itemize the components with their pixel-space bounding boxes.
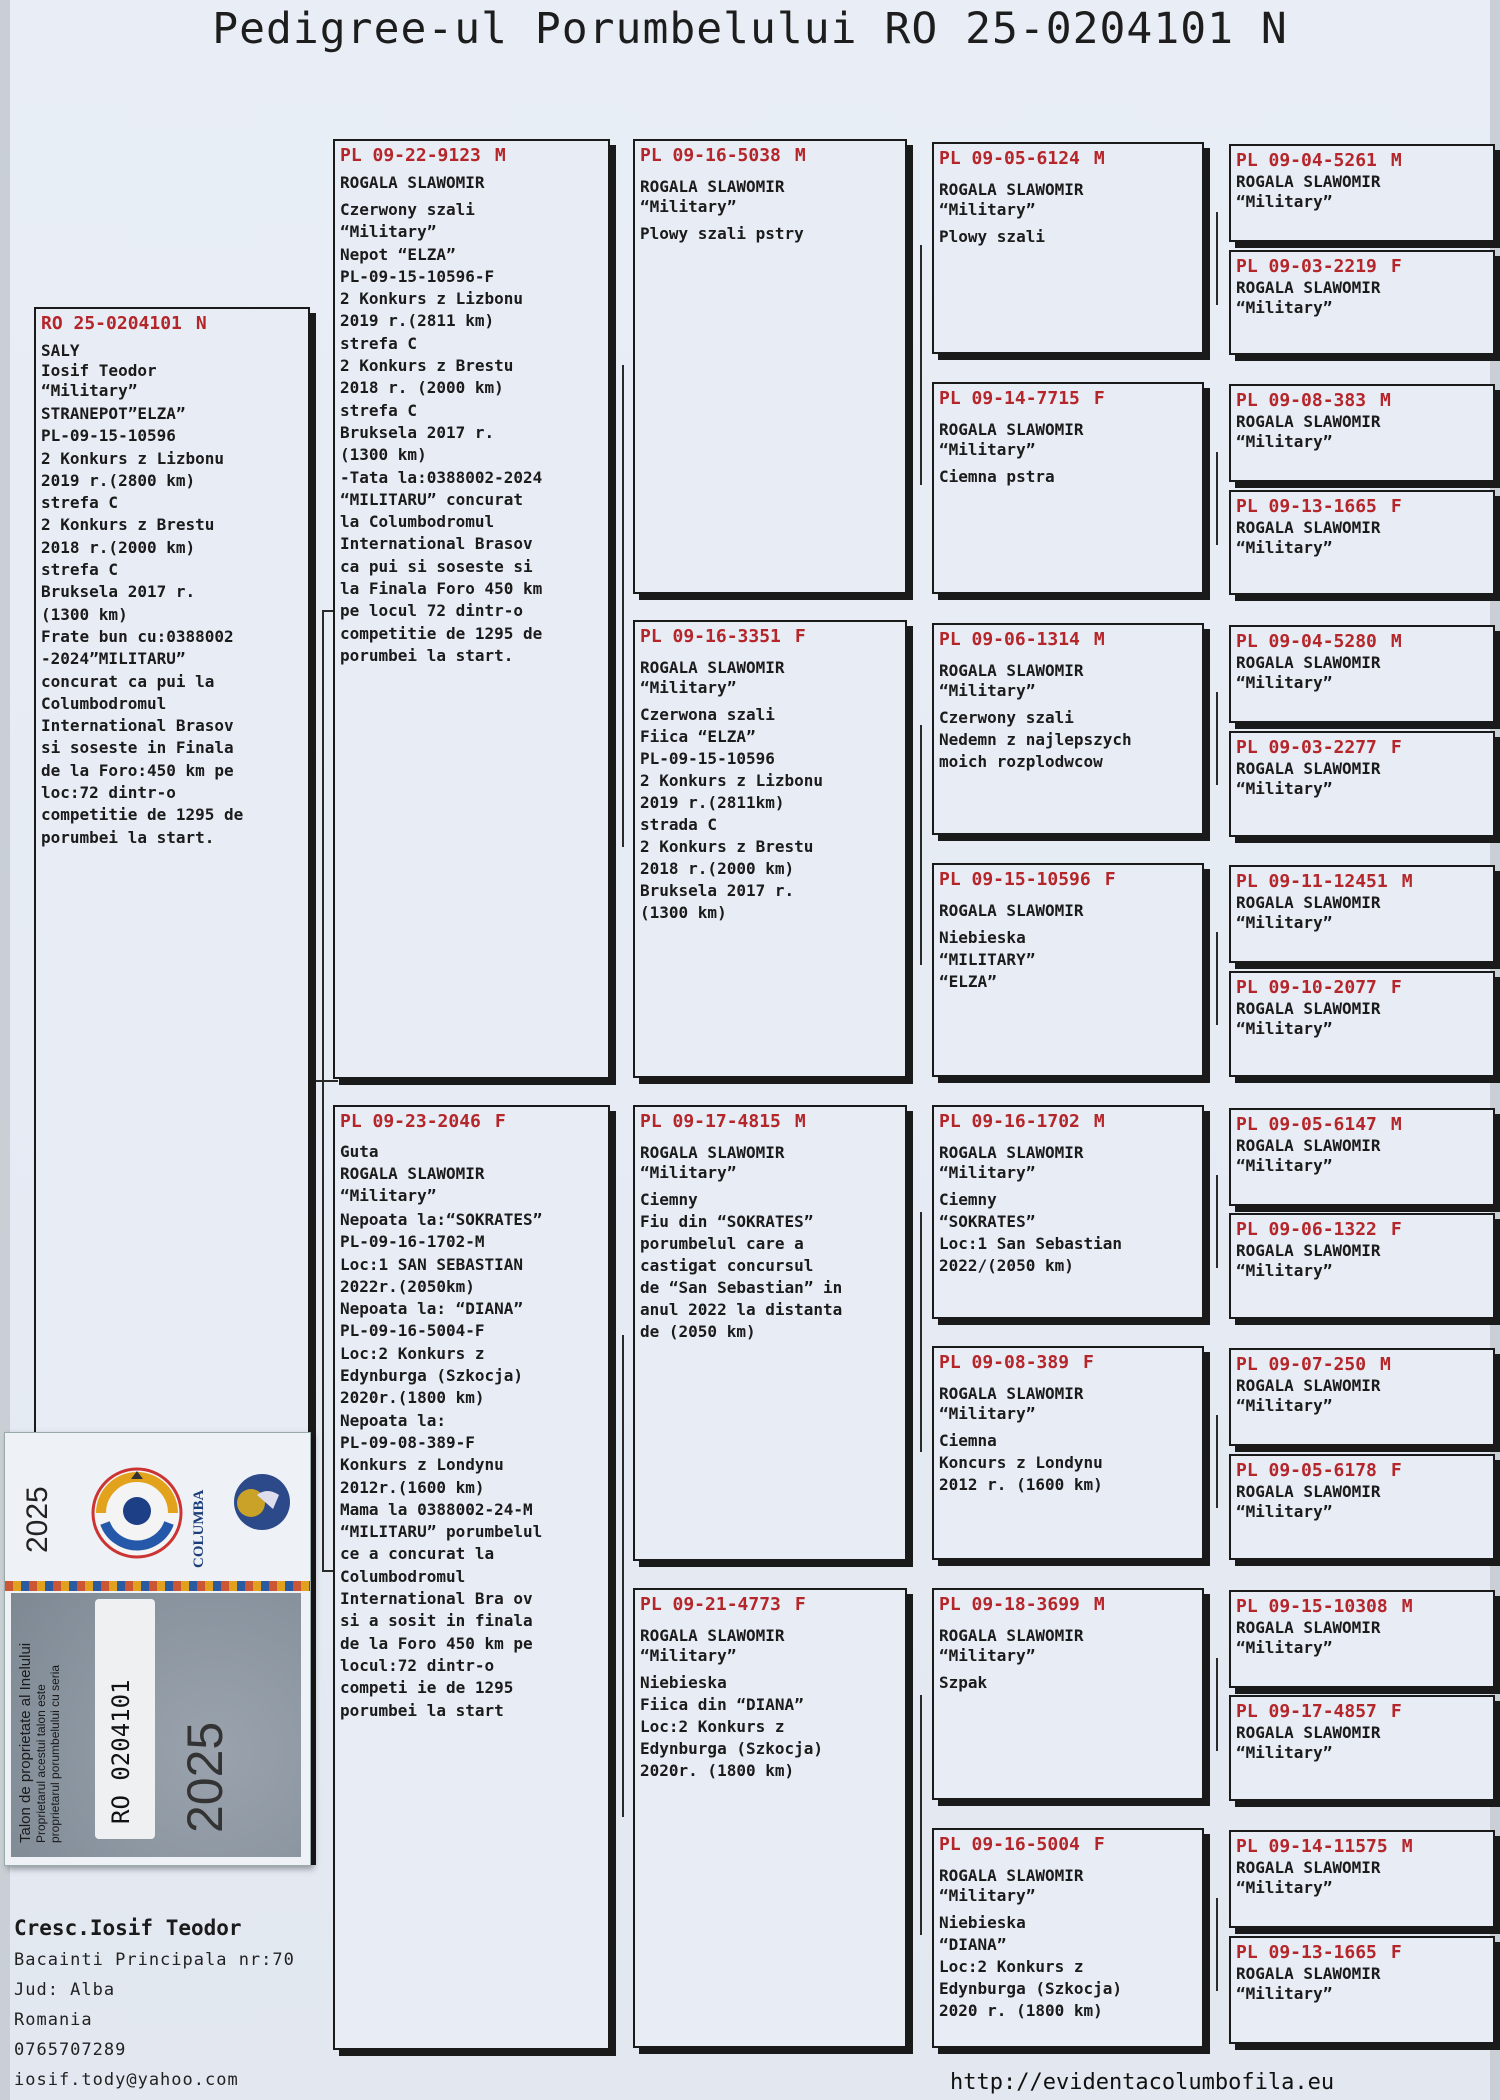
strain-tag: “Military”: [939, 200, 1036, 219]
sex-code: M: [1093, 629, 1105, 650]
ring-number: PL 09-13-1665: [1236, 1942, 1377, 1963]
strain-tag: “Military”: [939, 1163, 1036, 1182]
ring-ownership-ticket: [4, 1432, 311, 1866]
ring-number: PL 09-05-6147: [1236, 1114, 1377, 1135]
strain-tag: “Military”: [1236, 1156, 1333, 1175]
gen4-box: [1229, 865, 1495, 963]
page-title: Pedigree-ul Porumbelului RO 25-0204101 N: [212, 4, 1288, 54]
gen4-box: [1229, 490, 1495, 595]
sex-code: F: [794, 626, 806, 647]
sex-code: M: [1390, 631, 1402, 652]
gen4-box: [1229, 144, 1495, 242]
owner-name: ROGALA SLAWOMIR: [1236, 172, 1381, 191]
great-grandparent-box: [932, 1105, 1204, 1319]
owner-name: Guta ROGALA SLAWOMIR “Military”: [340, 1142, 485, 1205]
federation-logo-icon: [87, 1463, 187, 1563]
owner-name: ROGALA SLAWOMIR: [1236, 278, 1381, 297]
ticket-subtext: Proprietarul acestui talon este proprietarul porumbelului cu seria: [34, 1664, 62, 1843]
strain-tag: “Military”: [1236, 1261, 1333, 1280]
great-grandparent-box: [932, 863, 1204, 1077]
strain-tag: “Military”: [1236, 538, 1333, 557]
grandparent-box: [633, 1588, 907, 2048]
sex-code: M: [1380, 390, 1391, 411]
owner-name: ROGALA SLAWOMIR: [1236, 412, 1381, 431]
owner-name: ROGALA SLAWOMIR: [640, 1143, 785, 1162]
connector: [1216, 452, 1218, 545]
gen4-box: [1229, 1213, 1495, 1319]
grandparent-box: [633, 620, 907, 1078]
pigeon-description: Czerwony szali “Military” Nepot “ELZA” PL-09-15-10596-F 2 Konkurs z Lizbonu 2019 r.(2811 km) strefa C 2 Konkurs z Brestu 2018 r. (2000 km) strefa C Bruksela 2017 r. (1300 km) -Tata la:0388002-2024 “MILITARU” concurat la Columbodromul International Brasov ca pui si soseste si la Finala Foro 450 km pe locul 72 dintr-o competitie de 1295 de porumbei la start.: [340, 200, 543, 665]
breeder-county: Jud: Alba: [14, 1980, 116, 2000]
sex-code: M: [1093, 148, 1105, 169]
owner-name: ROGALA SLAWOMIR: [939, 420, 1084, 439]
great-grandparent-box: [932, 1346, 1204, 1560]
owner-name: ROGALA SLAWOMIR: [939, 661, 1084, 680]
parent-box-sire: [333, 139, 610, 1079]
strain-tag: “Military”: [640, 1163, 737, 1182]
sex-code: F: [1390, 1701, 1402, 1722]
pigeon-description: Nepoata la:“SOKRATES” PL-09-16-1702-M Loc:1 SAN SEBASTIAN 2022r.(2050km) Nepoata la: “DIANA” PL-09-16-5004-F Loc:2 Konkurs z Edynburga (Szkocja) 2020r.(1800 km) Nepoata la: PL-09-08-389-F Konkurs z Londynu 2012r.(1600 km) Mama la 0388002-24-M “MILITARU” porumbelul ce a concurat la Columbodromul International Bra ov si a sosit in finala de la Foro 450 km pe locul:72 dintr-o competi ie de 1295 porumbei la start: [340, 1210, 543, 1720]
connector: [310, 1080, 338, 1082]
sex-code: M: [1390, 150, 1402, 171]
strain-tag: “Military”: [939, 1646, 1036, 1665]
sex-code: N: [195, 313, 207, 334]
ring-number: PL 09-22-9123: [340, 145, 481, 166]
strain-tag: “Military”: [640, 678, 737, 697]
ring-number: PL 09-08-389: [939, 1352, 1070, 1373]
breeder-email: iosif.tody@yahoo.com: [14, 2070, 239, 2090]
sex-code: M: [1401, 1836, 1413, 1857]
strain-tag: “Military”: [939, 681, 1036, 700]
owner-name: ROGALA SLAWOMIR: [939, 1384, 1084, 1403]
owner-name: ROGALA SLAWOMIR: [1236, 653, 1381, 672]
owner-name: ROGALA SLAWOMIR: [640, 177, 785, 196]
ticket-ring-panel: [95, 1599, 155, 1839]
connector: [622, 1335, 624, 1817]
ring-number: PL 09-16-3351: [640, 626, 781, 647]
connector: [1216, 1175, 1218, 1268]
connector: [622, 365, 624, 847]
gen4-box: [1229, 1348, 1495, 1446]
ring-number: PL 09-16-5004: [939, 1834, 1080, 1855]
strain-tag: “Military”: [939, 1404, 1036, 1423]
great-grandparent-box: [932, 142, 1204, 354]
owner-name: ROGALA SLAWOMIR: [1236, 1376, 1381, 1395]
strain-tag: “Military”: [1236, 779, 1333, 798]
pigeon-club-logo-icon: [227, 1467, 297, 1537]
sex-code: M: [1401, 1596, 1413, 1617]
pigeon-description: Niebieska “DIANA” Loc:2 Konkurs z Edynburga (Szkocja) 2020 r. (1800 km): [939, 1913, 1123, 2020]
owner-name: ROGALA SLAWOMIR: [1236, 518, 1381, 537]
owner-name: ROGALA SLAWOMIR: [1236, 1482, 1381, 1501]
gen4-box: [1229, 1830, 1495, 1928]
parent-box-dam: [333, 1105, 610, 2050]
breeder-country: Romania: [14, 2010, 93, 2030]
connector: [920, 245, 922, 485]
grandparent-box: [633, 139, 907, 594]
strain-tag: “Military”: [1236, 1878, 1333, 1897]
strain-tag: “Military”: [640, 197, 737, 216]
ring-number: PL 09-04-5261: [1236, 150, 1377, 171]
sex-code: F: [1104, 869, 1116, 890]
pigeon-description: Ciemna Koncurs z Londynu 2012 r. (1600 km): [939, 1431, 1103, 1494]
connector: [1216, 1415, 1218, 1508]
ring-number: PL 09-18-3699: [939, 1594, 1080, 1615]
ring-number: PL 09-06-1322: [1236, 1219, 1377, 1240]
sex-code: F: [494, 1111, 506, 1132]
ring-number: PL 09-06-1314: [939, 629, 1080, 650]
strain-tag: “Military”: [1236, 1019, 1333, 1038]
breeder-address: Bacainti Principala nr:70: [14, 1950, 295, 1970]
owner-name: ROGALA SLAWOMIR: [1236, 1964, 1381, 1983]
connector: [920, 725, 922, 965]
gen4-box: [1229, 1108, 1495, 1206]
owner-name: ROGALA SLAWOMIR: [939, 1143, 1084, 1162]
ring-number: PL 09-15-10308: [1236, 1596, 1388, 1617]
owner-name: ROGALA SLAWOMIR: [1236, 759, 1381, 778]
owner-name: ROGALA SLAWOMIR: [340, 173, 485, 192]
connector: [1216, 212, 1218, 305]
gen4-box: [1229, 731, 1495, 837]
strain-tag: “Military”: [1236, 192, 1333, 211]
strain-tag: “Military”: [1236, 298, 1333, 317]
ring-number: PL 09-14-7715: [939, 388, 1080, 409]
ticket-year: 2025: [21, 1486, 54, 1553]
owner-name: ROGALA SLAWOMIR: [939, 1866, 1084, 1885]
ticket-stripe: [5, 1581, 310, 1591]
strain-tag: “Military”: [1236, 1984, 1333, 2003]
ring-number: PL 09-05-6178: [1236, 1460, 1377, 1481]
connector: [1216, 1898, 1218, 1991]
sex-code: F: [1390, 1460, 1402, 1481]
great-grandparent-box: [932, 1588, 1204, 1800]
ring-number: PL 09-08-383: [1236, 390, 1367, 411]
owner-name: ROGALA SLAWOMIR: [640, 1626, 785, 1645]
sex-code: M: [1093, 1111, 1105, 1132]
great-grandparent-box: [932, 1828, 1204, 2048]
gen4-box: [1229, 1454, 1495, 1560]
connector: [920, 1212, 922, 1452]
strain-tag: “Military”: [1236, 432, 1333, 451]
sex-code: F: [1083, 1352, 1094, 1373]
ring-number: PL 09-07-250: [1236, 1354, 1367, 1375]
pigeon-description: Ciemny “SOKRATES” Loc:1 San Sebastian 2022/(2050 km): [939, 1190, 1123, 1275]
gen4-box: [1229, 1590, 1495, 1688]
ring-number: RO 25-0204101: [41, 313, 182, 334]
pigeon-description: Czerwony szali Nedemn z najlepszych moich rozplodwcow: [939, 708, 1132, 771]
sex-code: M: [794, 145, 806, 166]
strain-tag: “Military”: [1236, 1396, 1333, 1415]
pigeon-description: Ciemna pstra: [939, 467, 1055, 486]
strain-tag: “Military”: [939, 1886, 1036, 1905]
grandparent-box: [633, 1105, 907, 1561]
ring-number: PL 09-23-2046: [340, 1111, 481, 1132]
breeder-phone: 0765707289: [14, 2040, 127, 2060]
pigeon-description: Szpak: [939, 1673, 988, 1692]
gen4-box: [1229, 1936, 1495, 2044]
sex-code: M: [1401, 871, 1413, 892]
owner-name: ROGALA SLAWOMIR: [1236, 893, 1381, 912]
owner-name: ROGALA SLAWOMIR: [1236, 1858, 1381, 1877]
strain-tag: “Military”: [1236, 673, 1333, 692]
strain-tag: “Military”: [939, 440, 1036, 459]
pigeon-description: STRANEPOT”ELZA” PL-09-15-10596 2 Konkurs z Lizbonu 2019 r.(2800 km) strefa C 2 Konkurs z Brestu 2018 r.(2000 km) strefa C Bruksela 2017 r. (1300 km) Frate bun cu:0388002 -2024”MILITARU” concurat ca pui la Columbodromul International Brasov si soseste in Finala de la Foro:450 km pe loc:72 dintr-o competitie de 1295 de porumbei la start.: [41, 404, 244, 847]
owner-name: ROGALA SLAWOMIR: [1236, 1723, 1381, 1742]
sex-code: M: [494, 145, 506, 166]
strain-tag: “Military”: [1236, 1743, 1333, 1762]
gen4-box: [1229, 971, 1495, 1077]
sex-code: M: [1093, 1594, 1105, 1615]
sex-code: M: [1380, 1354, 1391, 1375]
connector: [322, 610, 324, 1570]
sex-code: F: [1390, 737, 1402, 758]
ring-number: PL 09-16-5038: [640, 145, 781, 166]
pigeon-description: Plowy szali: [939, 227, 1045, 246]
sex-code: F: [1390, 977, 1402, 998]
strain-tag: “Military”: [640, 1646, 737, 1665]
sex-code: F: [1093, 388, 1105, 409]
owner-name: ROGALA SLAWOMIR: [939, 1626, 1084, 1645]
pigeon-description: Niebieska “MILITARY” “ELZA”: [939, 928, 1036, 991]
owner-name: Iosif Teodor: [41, 361, 157, 380]
pigeon-description: Czerwona szali Fiica “ELZA” PL-09-15-10596 2 Konkurs z Lizbonu 2019 r.(2811km) strada C 2 Konkurs z Brestu 2018 r.(2000 km) Bruksela 2017 r. (1300 km): [640, 705, 824, 922]
ring-number: PL 09-03-2219: [1236, 256, 1377, 277]
ring-number: PL 09-14-11575: [1236, 1836, 1388, 1857]
connector: [920, 1695, 922, 1935]
owner-name: ROGALA SLAWOMIR: [1236, 1618, 1381, 1637]
sex-code: F: [1390, 256, 1402, 277]
pigeon-name: SALY: [41, 341, 80, 360]
gen4-box: [1229, 1695, 1495, 1801]
connector: [1216, 1658, 1218, 1751]
gen4-box: [1229, 625, 1495, 723]
pigeon-description: Plowy szali pstry: [640, 224, 804, 243]
great-grandparent-box: [932, 382, 1204, 594]
sex-code: F: [1390, 1219, 1402, 1240]
ticket-heading: Talon de proprietate al Inelului: [17, 1642, 34, 1843]
ticket-big-year: 2025: [177, 1721, 233, 1833]
ring-number: PL 09-16-1702: [939, 1111, 1080, 1132]
strain-tag: “Military”: [41, 381, 138, 400]
sex-code: F: [1093, 1834, 1105, 1855]
connector: [1216, 932, 1218, 1025]
owner-name: ROGALA SLAWOMIR: [939, 901, 1084, 920]
owner-name: ROGALA SLAWOMIR: [1236, 1136, 1381, 1155]
owner-name: ROGALA SLAWOMIR: [640, 658, 785, 677]
ticket-ring-number: RO 0204101: [107, 1679, 135, 1824]
ring-number: PL 09-15-10596: [939, 869, 1091, 890]
ring-number: PL 09-03-2277: [1236, 737, 1377, 758]
strain-tag: “Military”: [1236, 1638, 1333, 1657]
website-link[interactable]: http://evidentacolumbofila.eu: [950, 2070, 1335, 2095]
ring-number: PL 09-17-4857: [1236, 1701, 1377, 1722]
connector: [1216, 692, 1218, 785]
ring-number: PL 09-05-6124: [939, 148, 1080, 169]
brand-label: COLUMBA: [191, 1489, 207, 1568]
sex-code: F: [1390, 496, 1402, 517]
sex-code: F: [794, 1594, 806, 1615]
ring-number: PL 09-10-2077: [1236, 977, 1377, 998]
ring-number: PL 09-21-4773: [640, 1594, 781, 1615]
gen4-box: [1229, 384, 1495, 482]
breeder-name: Cresc.Iosif Teodor: [14, 1916, 242, 1940]
sex-code: M: [1390, 1114, 1402, 1135]
ring-number: PL 09-11-12451: [1236, 871, 1388, 892]
ring-number: PL 09-17-4815: [640, 1111, 781, 1132]
ring-number: PL 09-04-5280: [1236, 631, 1377, 652]
pigeon-description: Niebieska Fiica din “DIANA” Loc:2 Konkurs z Edynburga (Szkocja) 2020r. (1800 km): [640, 1673, 824, 1780]
strain-tag: “Military”: [1236, 1502, 1333, 1521]
pigeon-description: Ciemny Fiu din “SOKRATES” porumbelul care a castigat concursul de “San Sebastian” in anul 2022 la distanta de (2050 km): [640, 1190, 843, 1341]
strain-tag: “Military”: [1236, 913, 1333, 932]
sex-code: F: [1390, 1942, 1402, 1963]
owner-name: ROGALA SLAWOMIR: [1236, 1241, 1381, 1260]
gen4-box: [1229, 250, 1495, 355]
ticket-body: [11, 1593, 301, 1857]
sex-code: M: [794, 1111, 806, 1132]
ring-number: PL 09-13-1665: [1236, 496, 1377, 517]
owner-name: ROGALA SLAWOMIR: [1236, 999, 1381, 1018]
owner-name: ROGALA SLAWOMIR: [939, 180, 1084, 199]
great-grandparent-box: [932, 623, 1204, 835]
